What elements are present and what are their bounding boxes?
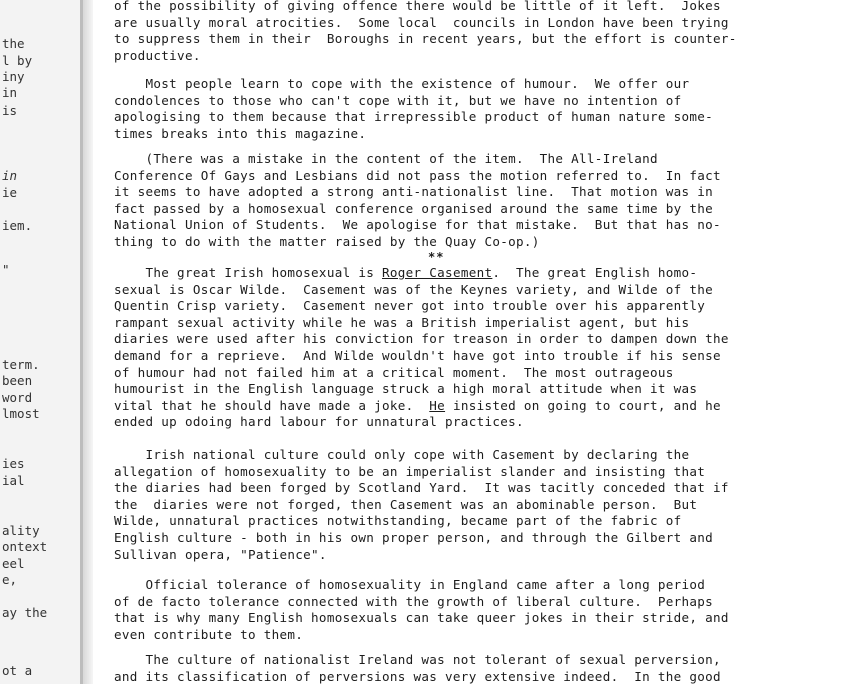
text-line: fact passed by a homosexual conference organised around the same time by the: [114, 200, 714, 216]
margin-fragment: term.: [2, 357, 40, 372]
margin-fragment: iem.: [2, 218, 33, 233]
text-segment: . The great English homo-: [492, 265, 698, 280]
text-line: Quentin Crisp variety. Casement never got into trouble over his apparently: [114, 298, 706, 314]
text-line: Wilde, unnatural practices notwithstanding, became part of the fabric of: [114, 513, 682, 529]
margin-fragment: iny: [2, 69, 25, 84]
text-line: even contribute to them.: [114, 626, 304, 642]
text-line: (There was a mistake in the content of the item. The All-Ireland: [114, 151, 658, 166]
margin-fragment: ie: [2, 185, 18, 200]
text-line: humourist in the English language struck a high moral attitude when it was: [114, 381, 698, 397]
paragraph-nationalist-ireland: [114, 652, 814, 684]
underlined-word: He: [429, 397, 446, 413]
text-line: productive.: [114, 47, 201, 63]
underlined-name: Roger Casement: [382, 265, 493, 280]
margin-fragment: the: [2, 36, 25, 51]
text-line: of humour had not failed him at a critical moment. The most outrageous: [114, 364, 674, 380]
margin-fragment: ay the: [2, 605, 48, 620]
margin-fragment: word: [2, 390, 33, 405]
margin-fragment: ality: [2, 523, 40, 538]
text-line: and its classification of perversions was very extensive indeed. In the good: [114, 668, 721, 684]
text-line: Conference Of Gays and Lesbians did not pass the motion referred to. In fact: [114, 167, 721, 183]
text-line: rampant sexual activity while he was a British imperialist agent, but his: [114, 314, 690, 330]
text-line: National Union of Students. We apologise for that mistake. But that has no-: [114, 217, 721, 233]
text-line: Irish national culture could only cope with Casement by declaring the: [114, 447, 690, 462]
text-line: thing to do with the matter raised by the Quay Co-op.): [114, 233, 540, 249]
text-line: demand for a reprieve. And Wilde wouldn't have got into trouble if his sense: [114, 347, 721, 363]
margin-fragment: e,: [2, 572, 18, 587]
text-line: diaries were used after his conviction for treason in order to dampen down the: [114, 331, 729, 347]
text-line: English culture - both in his own proper person, and through the Gilbert and: [114, 529, 714, 545]
previous-page-margin: [0, 0, 83, 684]
margin-fragment: eel: [2, 556, 25, 571]
text-line: apologising to them because that irrepressible product of human nature some-: [114, 109, 714, 125]
text-line: Sullivan opera, "Patience".: [114, 546, 327, 562]
paragraph-tolerance: [114, 577, 814, 643]
text-line: [114, 398, 814, 415]
text-line: ended up odoing hard labour for unnatural practices.: [114, 414, 524, 430]
text-line: of de facto tolerance connected with the growth of liberal culture. Perhaps: [114, 593, 714, 609]
text-line: to suppress them in their Boroughs in recent years, but the effort is counter-: [114, 31, 737, 47]
text-line: [114, 265, 814, 282]
text-line: allegation of homosexuality to be an imperialist slander and insisting that: [114, 463, 706, 479]
paragraph-national-culture: [114, 447, 814, 563]
margin-fragment: been: [2, 373, 33, 388]
paragraph-humour: [114, 76, 814, 142]
text-line: Most people learn to cope with the existence of humour. We offer our: [114, 76, 690, 91]
document-page: [114, 0, 814, 684]
text-line: that is why many English homosexuals can take queer jokes in their stride, and: [114, 610, 729, 626]
paragraph-casement-wilde: [114, 265, 814, 431]
margin-fragment: in: [2, 85, 18, 100]
text-segment: vital that he should have made a joke.: [114, 397, 430, 413]
margin-fragment: ontext: [2, 539, 48, 554]
text-segment: The great Irish homosexual is: [114, 265, 382, 280]
margin-fragment: ies: [2, 456, 25, 471]
text-line: times breaks into this magazine.: [114, 125, 367, 141]
margin-fragment: is: [2, 103, 18, 118]
margin-fragment: ": [2, 262, 10, 277]
text-line: the diaries were not forged, then Casement was an abominable person. But: [114, 496, 698, 512]
margin-fragment: lmost: [2, 406, 40, 421]
margin-fragment: l by: [2, 53, 33, 68]
text-line: of the possibility of giving offence there would be little of it left. Jokes: [114, 0, 721, 13]
text-line: Official tolerance of homosexuality in England came after a long period: [114, 577, 706, 592]
paragraph-opening: [114, 0, 814, 64]
text-line: condolences to those who can't cope with it, but we have no intention of: [114, 92, 682, 108]
paragraph-correction: [114, 151, 814, 251]
text-line: are usually moral atrocities. Some local councils in London have been trying: [114, 14, 729, 30]
text-line: it seems to have adopted a strong anti-nationalist line. That motion was in: [114, 184, 714, 200]
margin-fragment: ot a: [2, 663, 33, 678]
text-line: The culture of nationalist Ireland was not tolerant of sexual perversion,: [114, 652, 721, 667]
margin-fragment: in: [2, 168, 18, 183]
text-segment: insisted on going to court, and he: [445, 397, 721, 413]
section-separator: **: [428, 250, 445, 264]
page-gutter: [83, 0, 93, 684]
text-line: the diaries had been forged by Scotland Yard. It was tacitly conceded that if: [114, 480, 729, 496]
text-line: sexual is Oscar Wilde. Casement was of the Keynes variety, and Wilde of the: [114, 281, 714, 297]
margin-fragment: ial: [2, 473, 25, 488]
